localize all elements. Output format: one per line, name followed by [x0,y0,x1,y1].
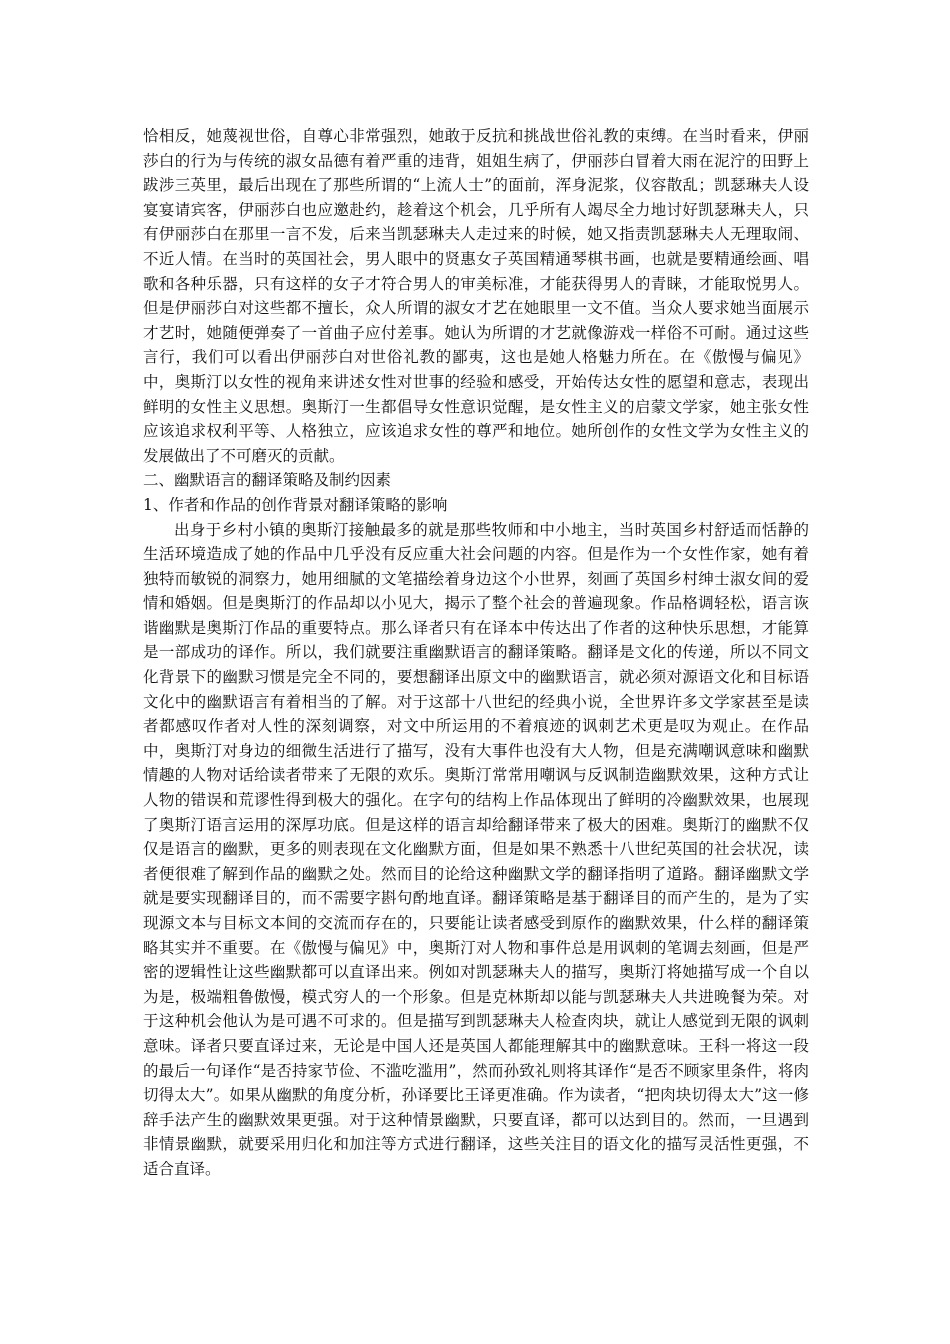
document-page [143,124,809,1182]
body-paragraph-2: 出身于乡村小镇的奥斯汀接触最多的就是那些牧师和中小地主，当时英国乡村舒适而恬静的生活环境造成了她的作品中几乎没有反应重大社会问题的内容。但是作为一个女性作家，她有着独特而敏锐的洞察力，她用细腻的文笔描绘着身边这个小世界，刻画了英国乡村绅士淑女间的爱情和婚姻。但是奥斯汀的作品却以小见大，揭示了整个社会的普遍现象。作品格调轻松，语言诙谐幽默是奥斯汀作品的重要特点。那么译者只有在译本中传达出了作者的这种快乐思想，才能算是一部成功的译作。所以，我们就要注重幽默语言的翻译策略。翻译是文化的传递，所以不同文化背景下的幽默习惯是完全不同的，要想翻译出原文中的幽默语言，就必须对源语文化和目标语文化中的幽默语言有着相当的了解。对于这部十八世纪的经典小说，全世界许多文学家甚至是读者都感叹作者对人性的深刻调察，对文中所运用的不着痕迹的讽刺艺术更是叹为观止。在作品中，奥斯汀对身边的细微生活进行了描写，没有大事件也没有大人物，但是充满嘲讽意味和幽默情趣的人物对话给读者带来了无限的欢乐。奥斯汀常常用嘲讽与反讽制造幽默效果，这种方式让人物的错误和荒谬性得到极大的强化。在字句的结构上作品体现出了鲜明的冷幽默效果，也展现了奥斯汀语言运用的深厚功底。但是这样的语言却给翻译带来了极大的困难。奥斯汀的幽默不仅仅是语言的幽默，更多的则表现在文化幽默方面，但是如果不熟悉十八世纪英国的社会状况，读者便很难了解到作品的幽默之处。然而目的论给这种幽默文学的翻译指明了道路。翻译幽默文学就是要实现翻译目的，而不需要字斟句酌地直译。翻译策略是基于翻译目的而产生的，是为了实现源文本与目标文本间的交流而存在的，只要能让读者感受到原作的幽默效果，什么样的翻译策略其实并不重要。在《傲慢与偏见》中，奥斯汀对人物和事件总是用讽刺的笔调去刻画，但是严密的逻辑性让这些幽默都可以直译出来。例如对凯瑟琳夫人的描写，奥斯汀将她描写成一个自以为是，极端粗鲁傲慢，模式穷人的一个形象。但是克林斯却以能与凯瑟琳夫人共进晚餐为荣。对于这种机会他认为是可遇不可求的。但是描写到凯瑟琳夫人检查肉块，就让人感觉到无限的讽刺意味。译者只要直译过来，无论是中国人还是英国人都能理解其中的幽默意味。王科一将这一段的最后一句译作“是否持家节俭、不滥吃滥用”，然而孙致礼则将其译作“是否不顾家里条件，将肉切得太大”。如果从幽默的角度分析，孙译要比王译更准确。作为读者，“把肉块切得太大”这一修辞手法产生的幽默效果更强。对于这种情景幽默，只要直译，都可以达到目的。然而，一旦遇到非情景幽默，就要采用归化和加注等方式进行翻译，这些关注目的语文化的描写灵活性更强，不适合直译。 [143,520,809,1178]
section-heading: 二、幽默语言的翻译策略及制约因素 [143,471,392,490]
subsection-heading: 1、作者和作品的创作背景对翻译策略的影响 [143,495,448,514]
body-paragraph-1: 恰相反，她蔑视世俗，自尊心非常强烈，她敢于反抗和挑战世俗礼教的束缚。在当时看来，伊丽莎白的行为与传统的淑女品德有着严重的违背，姐姐生病了，伊丽莎白冒着大雨在泥泞的田野上跋涉三英里，最后出现在了那些所谓的“上流人士”的面前，浑身泥浆，仪容散乱；凯瑟琳夫人设宴宴请宾客，伊丽莎白也应邀赴约，趁着这个机会，几乎所有人竭尽全力地讨好凯瑟琳夫人，只有伊丽莎白在那里一言不发，后来当凯瑟琳夫人走过来的时候，她又指责凯瑟琳夫人无理取闹、不近人情。在当时的英国社会，男人眼中的贤惠女子英国精通琴棋书画，也就是要精通绘画、唱歌和各种乐器，只有这样的女子才符合男人的审美标准，才能获得男人的青睐，才能取悦男人。但是伊丽莎白对这些都不擅长，众人所谓的淑女才艺在她眼里一文不值。当众人要求她当面展示才艺时，她随便弹奏了一首曲子应付差事。她认为所谓的才艺就像游戏一样俗不可耐。通过这些言行，我们可以看出伊丽莎白对世俗礼教的鄙夷，这也是她人格魅力所在。在《傲慢与偏见》中，奥斯汀以女性的视角来讲述女性对世事的经验和感受，开始传达女性的愿望和意志，表现出鲜明的女性主义思想。奥斯汀一生都倡导女性意识觉醒，是女性主义的启蒙文学家，她主张女性应该追求权利平等、人格独立，应该追求女性的尊严和地位。她所创作的女性文学为女性主义的发展做出了不可磨灭的贡献。 [143,127,809,465]
